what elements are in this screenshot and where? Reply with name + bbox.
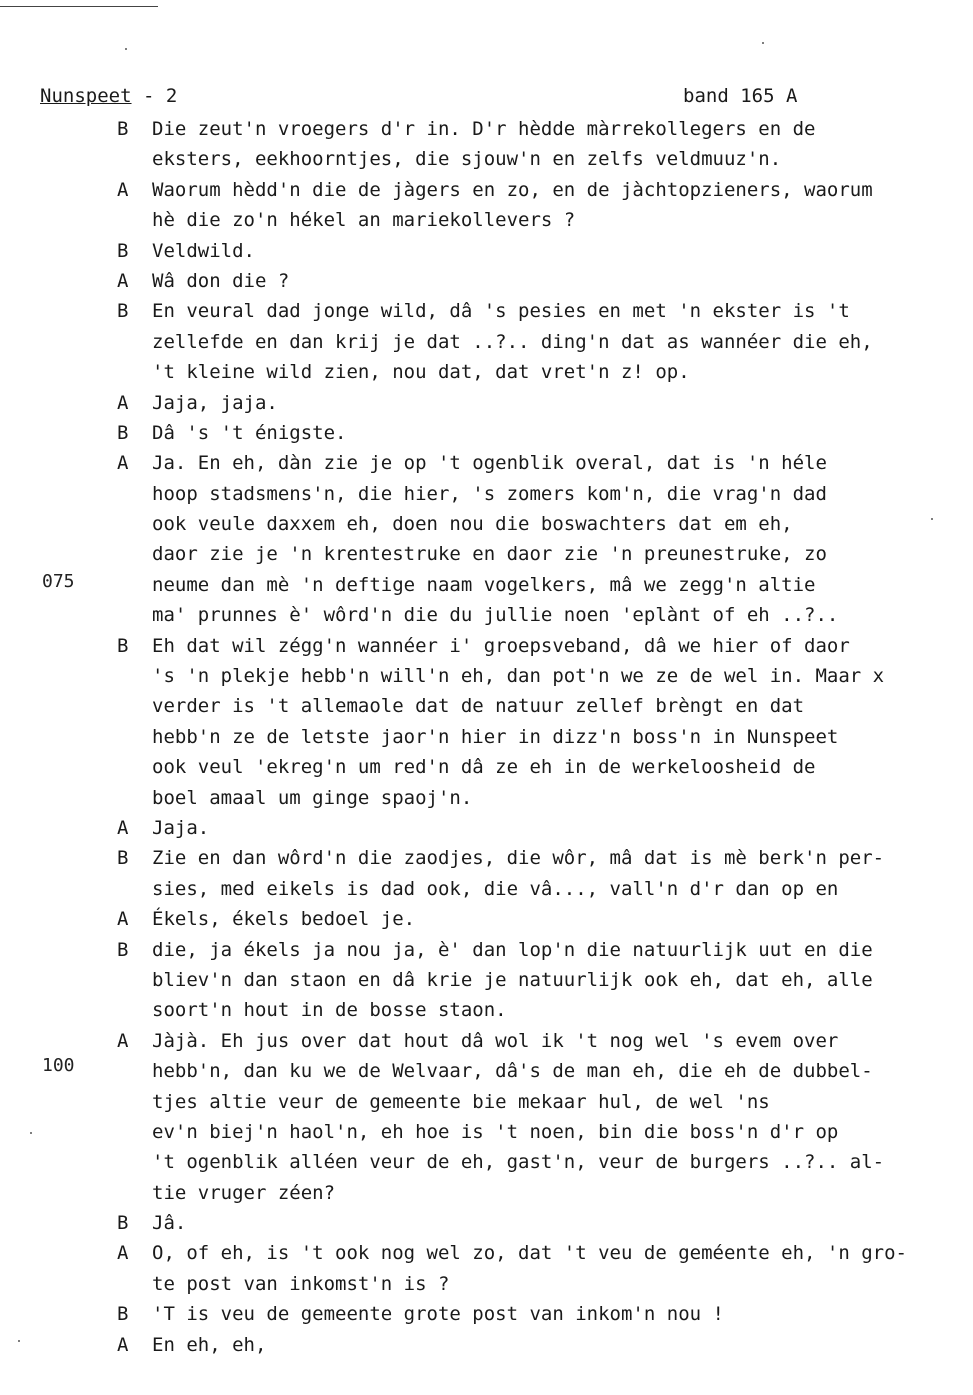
transcript-line: ook veule daxxem eh, doen nou die boswachters dat em eh, [152,513,793,536]
speaker-label: B [117,938,129,961]
transcript-line: Jâ. [152,1212,187,1235]
transcript-line: tie vruger zéen? [152,1181,336,1204]
speaker-label: A [117,452,129,475]
transcript-line: ev'n biej'n haol'n, eh hoe is 't noen, bin die boss'n d'r op [152,1120,839,1143]
transcript-line: Ja. En eh, dàn zie je op 't ogenblik overal, dat is 'n héle [152,452,827,475]
transcript-line: bliev'n dan staon en dâ krie je natuurlijk ook eh, dat eh, alle [152,968,873,991]
transcript-entry [0,1238,973,1299]
transcript-line: Jaja, jaja. [152,391,278,414]
speaker-label: A [117,1029,129,1052]
transcript-line: Eh dat wil zégg'n wannéer i' groepsveband, dâ we hier of daor [152,634,850,657]
speaker-label: A [117,1242,129,1265]
transcript-line: hè die zo'n hékel an mariekollevers ? [152,209,576,232]
transcript-line: verder is 't allemaole dat de natuur zellef brèngt en dat [152,695,805,718]
transcript-line: 'T is veu de gemeente grote post van inkom'n nou ! [152,1303,724,1326]
speaker-label: A [117,391,129,414]
speaker-label: B [117,421,129,444]
transcript-line: Waorum hèdd'n die de jàgers en zo, en de jàchtopzieners, waorum [152,178,873,201]
speaker-label: A [117,908,129,931]
transcript-entry [0,1208,973,1238]
transcript-line: hoop stadsmens'n, die hier, 's zomers kom'n, die vrag'n dad [152,482,827,505]
transcript-entry [0,266,973,296]
transcript-line: 't kleine wild zien, nou dat, dat vret'n z! op. [152,361,690,384]
transcript-line: sies, med eikels is dad ook, die vâ..., vall'n d'r dan op en [152,877,839,900]
transcript-line: hebb'n, dan ku we de Welvaar, dâ's de man eh, die eh de dubbel- [152,1060,873,1083]
transcript-line: Dâ 's 't énigste. [152,421,347,444]
transcript-entry [0,904,973,934]
margin-number-075: 075 [42,571,75,592]
transcript-entry [0,236,973,266]
transcript-line: hebb'n ze de letste jaor'n hier in dizz'n boss'n in Nunspeet [152,725,839,748]
top-rule [0,6,158,7]
transcript-line: En eh, eh, [152,1333,267,1356]
speaker-label: B [117,634,129,657]
transcript-entry [0,1330,973,1360]
transcript-line: Veldwild. [152,239,255,262]
transcript-line: Zie en dan wôrd'n die zaodjes, die wôr, mâ dat is mè berk'n per- [152,847,885,870]
speaker-label: A [117,269,129,292]
transcript-entry [0,388,973,418]
transcript-line: ma' prunnes è' wôrd'n die du jullie noen 'eplànt of eh ..?.. [152,604,839,627]
transcript-line: Die zeut'n vroegers d'r in. D'r hèdde màrrekollegers en de [152,118,816,140]
scan-speck [762,42,764,44]
transcript-entry [0,1299,973,1329]
transcript-entry [0,296,973,387]
transcript-line: te post van inkomst'n is ? [152,1272,450,1295]
transcript-line: soort'n hout in de bosse staon. [152,999,507,1022]
transcript-body [0,114,973,1360]
header-place: Nunspeet [40,85,132,107]
transcript-entry [0,935,973,1026]
transcript-line: En veural dad jonge wild, dâ 's pesies en met 'n ekster is 't [152,300,850,323]
speaker-label: A [117,178,129,201]
transcript-line: Wâ don die ? [152,269,290,292]
transcript-line: O, of eh, is 't ook nog wel zo, dat 't veu de geméente eh, 'n gro- [152,1242,907,1265]
transcript-entry [0,175,973,236]
transcript-line: Jaja. [152,816,210,839]
margin-number-100: 100 [42,1055,75,1076]
transcript-line: ook veul 'ekreg'n um red'n dâ ze eh in de werkeloosheid de [152,756,816,779]
transcript-entry [0,1026,973,1208]
scan-speck [931,518,933,520]
transcript-entry [0,631,973,813]
speaker-label: B [117,300,129,323]
header-band: band 165 A [683,85,798,107]
header-page-number: - 2 [131,85,178,107]
transcript-line: 't ogenblik alléen veur de eh, gast'n, veur de burgers ..?.. al- [152,1151,885,1174]
speaker-label: A [117,816,129,839]
speaker-label: B [117,1303,129,1326]
transcript-line: Jàjà. Eh jus over dat hout dâ wol ik 't nog wel 's evem over [152,1029,839,1052]
transcript-entry [0,448,973,630]
speaker-label: A [117,1333,129,1356]
transcript-entry [0,114,973,175]
transcript-entry [0,813,973,843]
transcript-line: 's 'n plekje hebb'n will'n eh, dan pot'n we ze de wel in. Maar x [152,665,885,688]
speaker-label: B [117,118,129,140]
transcript-line: Ékels, ékels bedoel je. [152,908,416,931]
transcript-line: boel amaal um ginge spaoj'n. [152,786,473,809]
transcript-line: tjes altie veur de gemeente bie mekaar hul, de wel 'ns [152,1090,770,1113]
speaker-label: B [117,239,129,262]
scan-speck [18,1340,20,1342]
transcript-line: neume dan mè 'n deftige naam vogelkers, mâ we zegg'n altie [152,573,816,596]
scan-speck [125,48,127,50]
page-header [40,83,940,109]
transcript-entry [0,843,973,904]
speaker-label: B [117,847,129,870]
transcript-line: die, ja ékels ja nou ja, è' dan lop'n die natuurlijk uut en die [152,938,873,961]
transcript-line: zellefde en dan krij je dat ..?.. ding'n dat as wannéer die eh, [152,330,873,353]
scan-speck [30,1132,32,1134]
transcript-entry [0,418,973,448]
speaker-label: B [117,1212,129,1235]
transcript-line: daor zie je 'n krentestruke en daor zie 'n preunestruke, zo [152,543,827,566]
transcript-line: eksters, eekhoorntjes, die sjouw'n en zelfs veldmuuz'n. [152,148,782,171]
